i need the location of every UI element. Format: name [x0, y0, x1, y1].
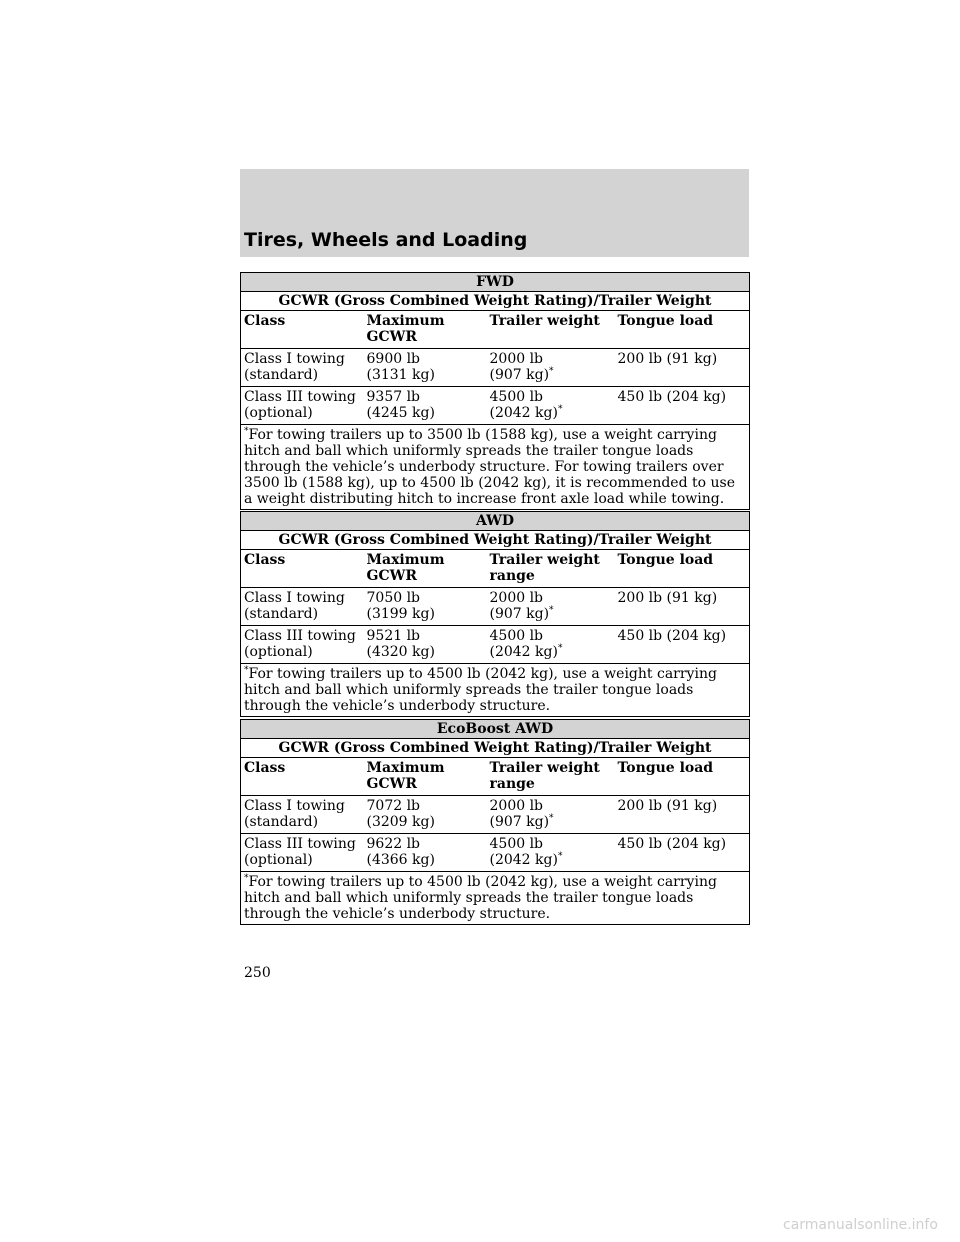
class-cell: Class III towing (optional) — [241, 387, 364, 425]
gcwr-cell: 9357 lb (4245 kg) — [364, 387, 487, 425]
tongue-load-cell: 200 lb (91 kg) — [615, 349, 750, 387]
footnote-marker: * — [549, 605, 554, 616]
table-footnote: *For towing trailers up to 4500 lb (2042 kg), use a weight carrying hitch and ball which uniformly spreads the trailer tongue loads through the vehicle’s underbody structure. — [241, 872, 750, 925]
table-title: EcoBoost AWD — [241, 720, 750, 739]
trailer-weight-cell: 2000 lb (907 kg)* — [487, 349, 615, 387]
class-cell: Class I towing (standard) — [241, 588, 364, 626]
column-header-class: Class — [241, 311, 364, 349]
table-row — [241, 626, 750, 664]
table-row — [241, 796, 750, 834]
trailer-weight-cell: 4500 lb (2042 kg)* — [487, 834, 615, 872]
table-row — [241, 834, 750, 872]
tongue-load-cell: 200 lb (91 kg) — [615, 588, 750, 626]
table-row — [241, 588, 750, 626]
table-subtitle: GCWR (Gross Combined Weight Rating)/Trailer Weight — [241, 739, 750, 758]
column-header-max-gcwr: Maximum GCWR — [364, 550, 487, 588]
gcwr-cell: 7072 lb (3209 kg) — [364, 796, 487, 834]
column-header-trailer-weight: Trailer weight — [487, 311, 615, 349]
towing-table-fwd — [240, 272, 750, 510]
footnote-marker: * — [557, 851, 563, 862]
trailer-weight-cell: 4500 lb (2042 kg)* — [487, 626, 615, 664]
class-cell: Class I towing (standard) — [241, 349, 364, 387]
class-cell: Class III towing (optional) — [241, 626, 364, 664]
trailer-weight-cell: 2000 lb (907 kg)* — [487, 588, 615, 626]
tongue-load-cell: 200 lb (91 kg) — [615, 796, 750, 834]
column-header-trailer-weight-range: Trailer weight range — [487, 758, 615, 796]
table-row — [241, 349, 750, 387]
trailer-weight-cell: 4500 lb (2042 kg)* — [487, 387, 615, 425]
towing-table-ecoboost-awd — [240, 719, 750, 925]
table-subtitle: GCWR (Gross Combined Weight Rating)/Trailer Weight — [241, 292, 750, 311]
column-header-max-gcwr: Maximum GCWR — [364, 758, 487, 796]
gcwr-cell: 9622 lb (4366 kg) — [364, 834, 487, 872]
gcwr-cell: 9521 lb (4320 kg) — [364, 626, 487, 664]
tongue-load-cell: 450 lb (204 kg) — [615, 834, 750, 872]
table-title: FWD — [241, 273, 750, 292]
watermark: carmanualsonline.info — [783, 1217, 938, 1233]
column-header-tongue-load: Tongue load — [615, 550, 750, 588]
column-header-class: Class — [241, 550, 364, 588]
section-title: Tires, Wheels and Loading — [244, 229, 528, 251]
table-row — [241, 387, 750, 425]
column-header-trailer-weight-range: Trailer weight range — [487, 550, 615, 588]
trailer-weight-cell: 2000 lb (907 kg)* — [487, 796, 615, 834]
gcwr-cell: 7050 lb (3199 kg) — [364, 588, 487, 626]
towing-table-awd — [240, 511, 750, 717]
tongue-load-cell: 450 lb (204 kg) — [615, 626, 750, 664]
table-footnote: *For towing trailers up to 3500 lb (1588 kg), use a weight carrying hitch and ball which uniformly spreads the trailer tongue loads through the vehicle’s underbody structure. For towing trailers over 3500 lb (1588 kg), up to 4500 lb (2042 kg), it is recommended to use a weight distributing hitch to increase front axle load while towing. — [241, 425, 750, 510]
column-header-tongue-load: Tongue load — [615, 758, 750, 796]
footnote-marker: * — [557, 643, 563, 654]
table-subtitle: GCWR (Gross Combined Weight Rating)/Trailer Weight — [241, 531, 750, 550]
footnote-marker: * — [549, 366, 554, 377]
table-title: AWD — [241, 512, 750, 531]
tongue-load-cell: 450 lb (204 kg) — [615, 387, 750, 425]
footnote-marker: * — [549, 813, 554, 824]
page-number: 250 — [244, 965, 271, 981]
column-header-tongue-load: Tongue load — [615, 311, 750, 349]
gcwr-cell: 6900 lb (3131 kg) — [364, 349, 487, 387]
table-footnote: *For towing trailers up to 4500 lb (2042 kg), use a weight carrying hitch and ball which uniformly spreads the trailer tongue loads through the vehicle’s underbody structure. — [241, 664, 750, 717]
class-cell: Class III towing (optional) — [241, 834, 364, 872]
footnote-marker: * — [557, 404, 563, 415]
class-cell: Class I towing (standard) — [241, 796, 364, 834]
column-header-class: Class — [241, 758, 364, 796]
column-header-max-gcwr: Maximum GCWR — [364, 311, 487, 349]
